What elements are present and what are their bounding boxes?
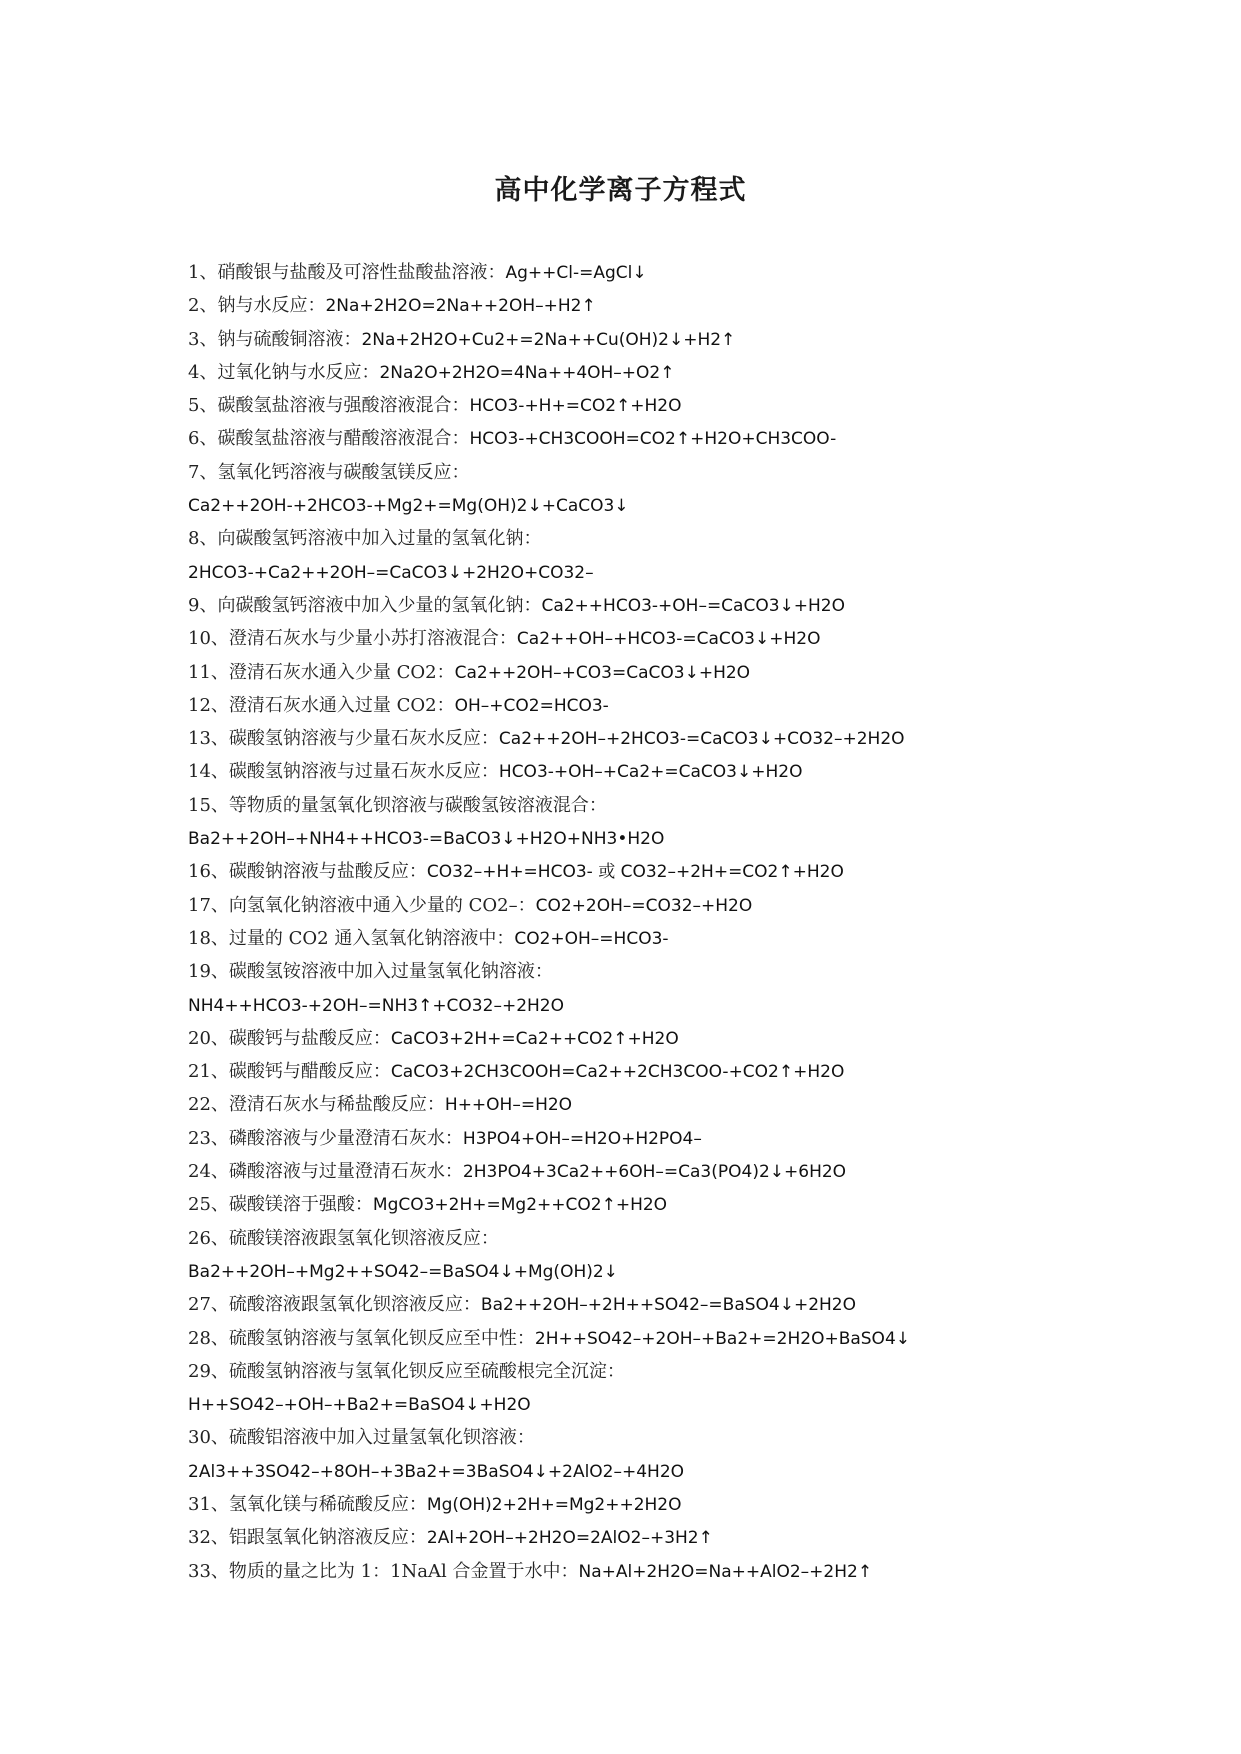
ionic-equation: 2Al3++3SO42–+8OH–+3Ba2+=3BaSO4↓+2AlO2–+4H2O	[188, 1461, 685, 1482]
equation-line	[188, 689, 1198, 722]
reaction-label: 2、钠与水反应：	[188, 295, 326, 317]
ionic-equation: Ca2++2OH-+2HCO3-+Mg2+=Mg(OH)2↓+CaCO3↓	[188, 496, 629, 517]
equation-line	[188, 989, 1198, 1022]
ionic-equation: 2Na+2H2O+Cu2+=2Na++Cu(OH)2↓+H2↑	[361, 329, 736, 350]
reaction-label: 25、碳酸镁溶于强酸：	[188, 1194, 373, 1216]
ionic-equation: Ca2++2OH–+CO3=CaCO3↓+H2O	[454, 662, 751, 683]
equation-line	[188, 589, 1198, 622]
reaction-label: 31、氢氧化镁与稀硫酸反应：	[188, 1493, 427, 1515]
reaction-label: 3、钠与硫酸铜溶液：	[188, 328, 362, 350]
ionic-equation: CaCO3+2CH3COOH=Ca2++2CH3COO-+CO2↑+H2O	[390, 1062, 845, 1083]
equation-line	[188, 522, 1198, 555]
reaction-label: 7、氢氧化钙溶液与碳酸氢镁反应：	[188, 461, 470, 483]
document-title: 高中化学离子方程式	[494, 175, 747, 206]
ionic-equation: NH4++HCO3-+2OH–=NH3↑+CO32–+2H2O	[188, 995, 564, 1016]
ionic-equation: H++OH–=H2O	[444, 1095, 573, 1116]
equation-line	[188, 256, 1198, 289]
reaction-label: 12、澄清石灰水通入过量 CO2：	[188, 694, 455, 716]
equation-line	[188, 389, 1198, 422]
equation-line	[188, 722, 1198, 755]
reaction-label: 32、铝跟氢氧化钠溶液反应：	[188, 1527, 427, 1549]
reaction-label: 8、向碳酸氢钙溶液中加入过量的氢氧化钠：	[188, 528, 542, 550]
reaction-label: 1、硝酸银与盐酸及可溶性盐酸盐溶液：	[188, 262, 506, 283]
reaction-label: 13、碳酸氢钠溶液与少量石灰水反应：	[188, 728, 499, 750]
reaction-label: 21、碳酸钙与醋酸反应：	[188, 1061, 391, 1083]
reaction-label: 33、物质的量之比为 1：1NaAl 合金置于水中：	[188, 1560, 579, 1582]
equation-line	[188, 1155, 1198, 1188]
equation-line	[188, 622, 1198, 655]
ionic-equation: Ba2++2OH–+Mg2++SO42–=BaSO4↓+Mg(OH)2↓	[188, 1261, 618, 1282]
ionic-equation: OH–+CO2=HCO3-	[454, 695, 609, 716]
equation-line	[188, 922, 1198, 955]
ionic-equation: CO2+OH–=HCO3-	[514, 928, 669, 949]
equation-line	[188, 1322, 1198, 1355]
equation-line	[188, 1488, 1198, 1521]
reaction-label: 26、硫酸镁溶液跟氢氧化钡溶液反应：	[188, 1227, 499, 1249]
ionic-equation: H3PO4+OH–=H2O+H2PO4–	[462, 1128, 702, 1149]
equation-line	[188, 755, 1198, 788]
reaction-label: 10、澄清石灰水与少量小苏打溶液混合：	[188, 628, 517, 650]
equation-line	[188, 1555, 1198, 1588]
reaction-label: 30、硫酸铝溶液中加入过量氢氧化钡溶液：	[188, 1427, 535, 1449]
ionic-equation: Ba2++2OH–+2H++SO42–=BaSO4↓+2H2O	[480, 1295, 857, 1316]
ionic-equation: CO32–+H+=HCO3- 或 CO32–+2H+=CO2↑+H2O	[426, 862, 844, 883]
equation-line	[188, 1088, 1198, 1121]
ionic-equation: HCO3-+OH–+Ca2+=CaCO3↓+H2O	[498, 762, 803, 783]
reaction-label: 20、碳酸钙与盐酸反应：	[188, 1027, 391, 1049]
reaction-label: 27、硫酸溶液跟氢氧化钡溶液反应：	[188, 1294, 481, 1316]
reaction-label: 9、向碳酸氢钙溶液中加入少量的氢氧化钠：	[188, 594, 542, 616]
ionic-equation: HCO3-+CH3COOH=CO2↑+H2O+CH3COO-	[469, 429, 837, 450]
reaction-label: 4、过氧化钠与水反应：	[188, 361, 380, 383]
equation-line	[188, 855, 1198, 888]
equation-line	[188, 1388, 1198, 1421]
reaction-label: 19、碳酸氢铵溶液中加入过量氢氧化钠溶液：	[188, 961, 553, 983]
equation-line	[188, 556, 1198, 589]
ionic-equation: 2H3PO4+3Ca2++6OH–=Ca3(PO4)2↓+6H2O	[462, 1162, 847, 1183]
reaction-label: 24、磷酸溶液与过量澄清石灰水：	[188, 1161, 463, 1183]
reaction-label: 23、磷酸溶液与少量澄清石灰水：	[188, 1127, 463, 1149]
ionic-equation: Mg(OH)2+2H+=Mg2++2H2O	[426, 1494, 682, 1515]
equation-line	[188, 1355, 1198, 1388]
equation-line	[188, 1521, 1198, 1554]
ionic-equation: 2H++SO42–+2OH–+Ba2+=2H2O+BaSO4↓	[534, 1328, 911, 1349]
reaction-label: 17、向氢氧化钠溶液中通入少量的 CO2–：	[188, 894, 536, 916]
ionic-equation: 2Na2O+2H2O=4Na++4OH–+O2↑	[379, 362, 675, 383]
equation-line	[188, 889, 1198, 922]
ionic-equation: Na+Al+2H2O=Na++AlO2–+2H2↑	[578, 1561, 873, 1582]
equation-line	[188, 1055, 1198, 1088]
equation-line	[188, 1188, 1198, 1221]
reaction-label: 6、碳酸氢盐溶液与醋酸溶液混合：	[188, 428, 470, 450]
ionic-equation: Ba2++2OH–+NH4++HCO3-=BaCO3↓+H2O+NH3•H2O	[188, 829, 665, 850]
equation-line	[188, 422, 1198, 455]
ionic-equation: 2Na+2H2O=2Na++2OH–+H2↑	[325, 296, 596, 317]
reaction-label: 18、过量的 CO2 通入氢氧化钠溶液中：	[188, 927, 515, 949]
reaction-label: 22、澄清石灰水与稀盐酸反应：	[188, 1094, 445, 1116]
reaction-label: 14、碳酸氢钠溶液与过量石灰水反应：	[188, 761, 499, 783]
equation-line	[188, 656, 1198, 689]
ionic-equation: H++SO42–+OH–+Ba2+=BaSO4↓+H2O	[188, 1395, 531, 1416]
equation-line	[188, 1288, 1198, 1321]
ionic-equation: Ca2++HCO3-+OH–=CaCO3↓+H2O	[541, 595, 846, 616]
reaction-label: 16、碳酸钠溶液与盐酸反应：	[188, 861, 427, 883]
equation-line	[188, 1255, 1198, 1288]
equation-line	[188, 456, 1198, 489]
equation-line	[188, 955, 1198, 988]
ionic-equation: Ca2++OH–+HCO3-=CaCO3↓+H2O	[516, 629, 821, 650]
equation-line	[188, 822, 1198, 855]
equation-line	[188, 1222, 1198, 1255]
ionic-equation: 2HCO3-+Ca2++2OH–=CaCO3↓+2H2O+CO32–	[188, 562, 594, 583]
equation-list	[188, 256, 1198, 1588]
ionic-equation: Ag++Cl-=AgCl↓	[505, 263, 647, 283]
ionic-equation: MgCO3+2H+=Mg2++CO2↑+H2O	[372, 1195, 668, 1216]
equation-line	[188, 789, 1198, 822]
equation-line	[188, 1022, 1198, 1055]
reaction-label: 15、等物质的量氢氧化钡溶液与碳酸氢铵溶液混合：	[188, 794, 607, 816]
equation-line	[188, 489, 1198, 522]
equation-line	[188, 1122, 1198, 1155]
equation-line	[188, 1421, 1198, 1454]
ionic-equation: 2Al+2OH–+2H2O=2AlO2–+3H2↑	[426, 1528, 713, 1549]
reaction-label: 29、硫酸氢钠溶液与氢氧化钡反应至硫酸根完全沉淀：	[188, 1360, 625, 1382]
reaction-label: 11、澄清石灰水通入少量 CO2：	[188, 661, 455, 683]
equation-line	[188, 323, 1198, 356]
ionic-equation: CaCO3+2H+=Ca2++CO2↑+H2O	[390, 1028, 679, 1049]
ionic-equation: HCO3-+H+=CO2↑+H2O	[469, 396, 682, 417]
equation-line	[188, 289, 1198, 322]
ionic-equation: CO2+2OH–=CO32–+H2O	[535, 895, 753, 916]
ionic-equation: Ca2++2OH–+2HCO3-=CaCO3↓+CO32–+2H2O	[498, 729, 905, 750]
reaction-label: 5、碳酸氢盐溶液与强酸溶液混合：	[188, 395, 470, 417]
equation-line	[188, 356, 1198, 389]
reaction-label: 28、硫酸氢钠溶液与氢氧化钡反应至中性：	[188, 1327, 535, 1349]
equation-line	[188, 1455, 1198, 1488]
